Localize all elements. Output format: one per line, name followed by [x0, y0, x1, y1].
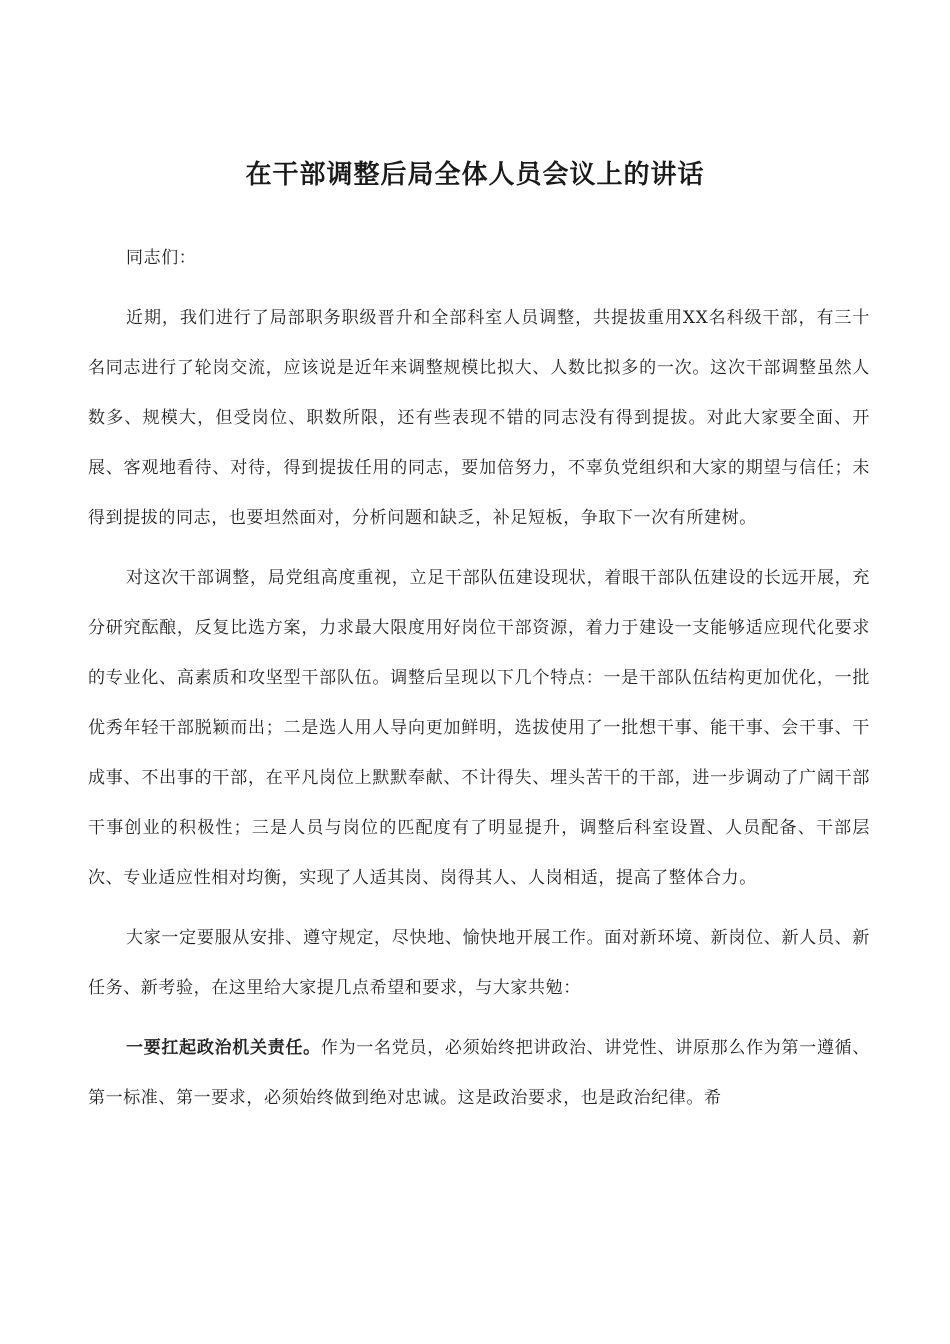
paragraph-1: 近期，我们进行了局部职务职级晋升和全部科室人员调整，共提拔重用XX名科级干部，有三十名同志进行了轮岗交流，应该说是近年来调整规模比拟大、人数比拟多的一次。这次干部调整虽然人数多、规模大，但受岗位、职数所限，还有些表现不错的同志没有得到提拔。对此大家要全面、开展、客观地看待、对待，得到提拔任用的同志，要加倍努力，不辜负党组织和大家的期望与信任；未得到提拔的同志，也要坦然面对，分析问题和缺乏，补足短板，争取下一次有所建树。	[88, 308, 870, 528]
salutation: 同志们：	[126, 248, 197, 268]
document-title: 在干部调整后局全体人员会议上的讲话	[245, 160, 705, 190]
document-body	[88, 233, 870, 1133]
paragraph-4	[88, 1023, 870, 1123]
paragraph-2: 对这次干部调整，局党组高度重视，立足干部队伍建设现状，着眼干部队伍建设的长远开展，充分研究酝酿，反复比选方案，力求最大限度用好岗位干部资源，着力于建设一支能够适应现代化要求的专业化、高素质和攻坚型干部队伍。调整后呈现以下几个特点：一是干部队伍结构更加优化，一批优秀年轻干部脱颖而出；二是选人用人导向更加鲜明，选拔使用了一批想干事、能干事、会干事、干成事、不出事的干部，在平凡岗位上默默奉献、不计得失、埋头苦干的干部，进一步调动了广阔干部干事创业的积极性；三是人员与岗位的匹配度有了明显提升，调整后科室设置、人员配备、干部层次、专业适应性相对均衡，实现了人适其岗、岗得其人、人岗相适，提高了整体合力。	[88, 568, 870, 888]
point-one-text: 作为一名党员，必须始终把讲政治、讲党性、讲原那么作为第一遵循、第一标准、第一要求，必须始终做到绝对忠诚。这是政治要求，也是政治纪律。希	[88, 1038, 870, 1108]
paragraph-3: 大家一定要服从安排、遵守规定，尽快地、愉快地开展工作。面对新环境、新岗位、新人员、新任务、新考验，在这里给大家提几点希望和要求，与大家共勉：	[88, 928, 870, 998]
point-one-heading: 一要扛起政治机关责任。	[126, 1038, 321, 1058]
